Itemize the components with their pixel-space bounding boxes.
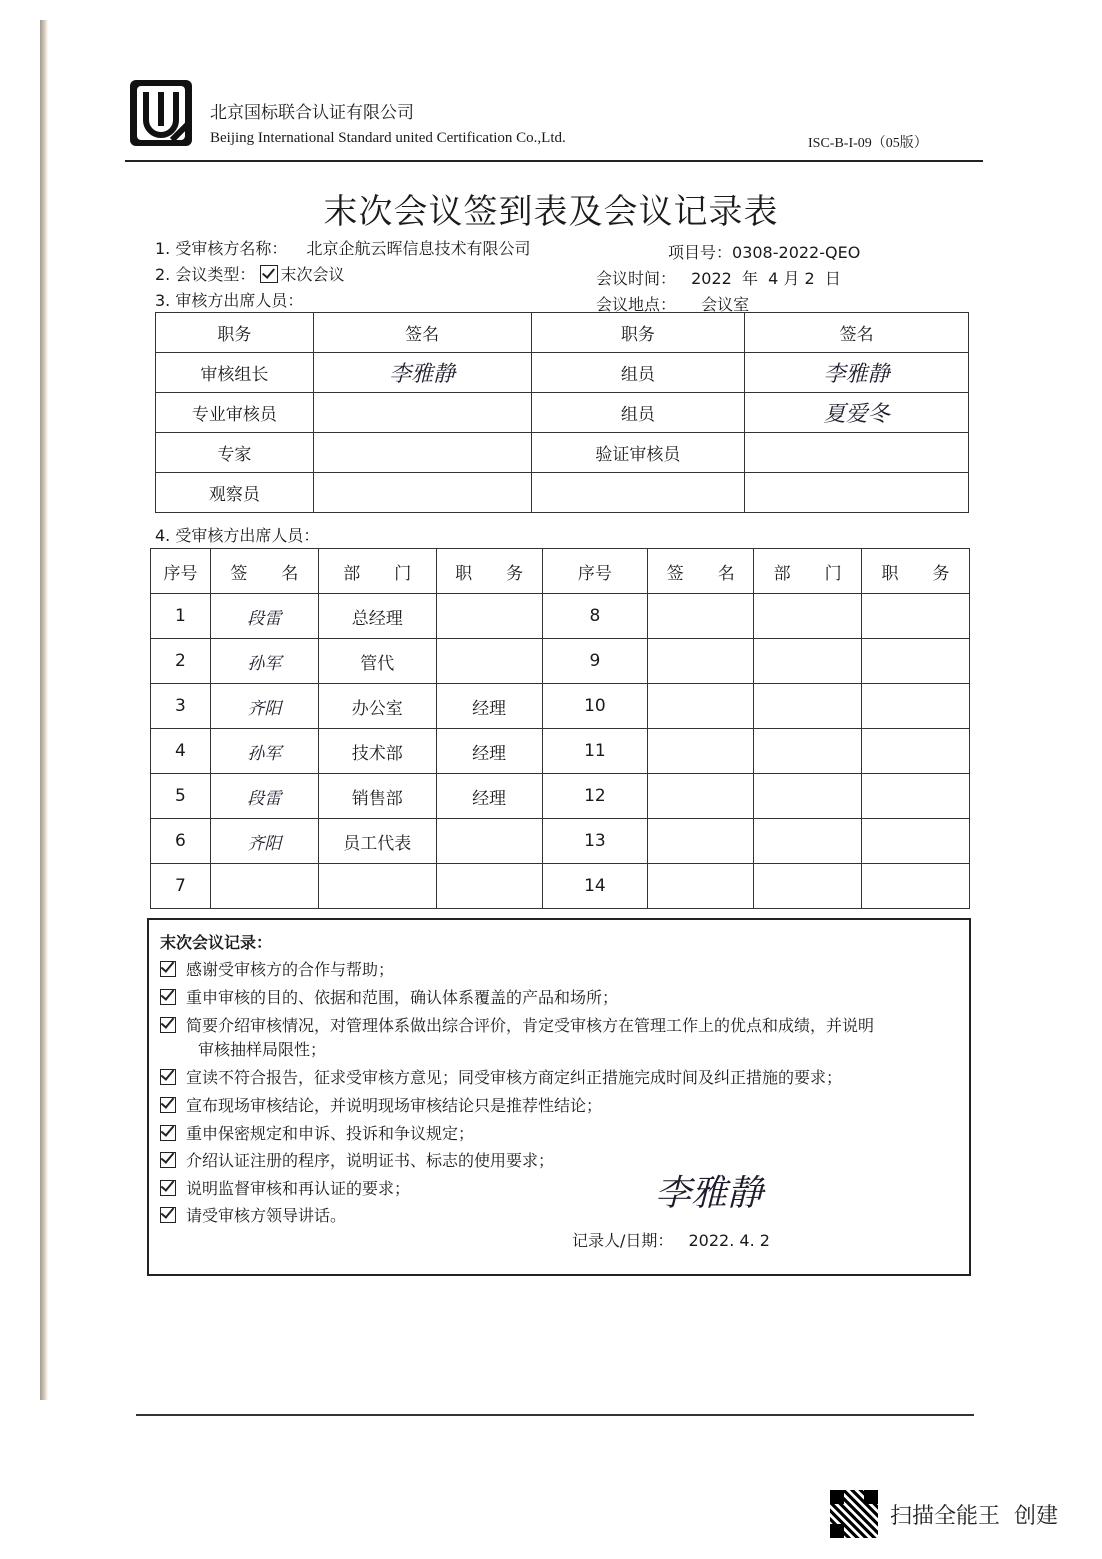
header-department: 部 门	[754, 549, 862, 594]
auditee-attendees-label: 4. 受审核方出席人员：	[155, 526, 320, 545]
signature-cell	[313, 433, 531, 473]
row-number: 6	[151, 819, 211, 864]
meeting-time-label: 会议时间：	[596, 269, 677, 288]
position-cell	[862, 774, 970, 819]
signature-cell	[313, 393, 531, 433]
header-signature: 签名	[745, 313, 969, 353]
row-number: 8	[542, 594, 648, 639]
row-number: 4	[151, 729, 211, 774]
position-cell: 经理	[436, 684, 542, 729]
table-row	[151, 819, 970, 864]
scanner-watermark	[828, 1488, 1058, 1540]
signature-cell: 段雷	[210, 594, 318, 639]
department-cell	[754, 729, 862, 774]
note-item	[160, 1148, 554, 1171]
footer-divider	[136, 1414, 974, 1416]
header-role: 职务	[531, 313, 745, 353]
signature-cell	[313, 473, 531, 513]
row-number: 2	[151, 639, 211, 684]
position-cell	[862, 684, 970, 729]
auditee-value: 北京企航云晖信息技术有限公司	[306, 239, 531, 258]
department-cell	[754, 864, 862, 909]
table-row	[151, 729, 970, 774]
checkbox-checked-icon	[160, 1180, 176, 1196]
checkbox-checked-icon	[160, 961, 176, 977]
header-position: 职 务	[436, 549, 542, 594]
signature-cell: 李雅静	[745, 353, 969, 393]
note-text: 说明监督审核和再认证的要求；	[186, 1179, 411, 1198]
note-text: 宣布现场审核结论，并说明现场审核结论只是推荐性结论；	[186, 1096, 603, 1115]
department-cell: 办公室	[318, 684, 436, 729]
row-number: 14	[542, 864, 648, 909]
position-cell: 经理	[436, 729, 542, 774]
note-text: 简要介绍审核情况，对管理体系做出综合评价，肯定受审核方在管理工作上的优点和成绩，并说明	[186, 1016, 875, 1035]
signature-cell	[745, 473, 969, 513]
row-number: 10	[542, 684, 648, 729]
table-row	[156, 393, 969, 433]
role-cell: 审核组长	[156, 353, 314, 393]
page-title: 末次会议签到表及会议记录表	[323, 192, 779, 232]
signature-cell	[648, 729, 754, 774]
signature-cell	[648, 639, 754, 684]
checkbox-checked-icon	[160, 1069, 176, 1085]
department-cell	[754, 774, 862, 819]
note-text: 请受审核方领导讲话。	[186, 1206, 347, 1225]
row-number: 3	[151, 684, 211, 729]
department-cell	[318, 864, 436, 909]
position-cell	[862, 639, 970, 684]
role-cell: 专业审核员	[156, 393, 314, 433]
watermark-text: 扫描全能王 创建	[890, 1503, 1058, 1529]
position-cell	[862, 864, 970, 909]
table-row	[151, 639, 970, 684]
auditee-name-row	[155, 236, 530, 259]
header-divider	[125, 160, 983, 162]
note-item	[160, 1065, 842, 1088]
project-number	[668, 240, 860, 263]
signature-cell: 孙军	[210, 729, 318, 774]
department-cell: 销售部	[318, 774, 436, 819]
note-text: 感谢受审核方的合作与帮助；	[186, 960, 395, 979]
meeting-type-row	[155, 262, 344, 285]
project-label: 项目号：	[668, 243, 733, 262]
table-row	[151, 594, 970, 639]
department-cell: 管代	[318, 639, 436, 684]
signature-cell	[745, 433, 969, 473]
company-name-en: Beijing International Standard united Certification Co.,Ltd.	[210, 130, 566, 146]
signature-cell: 齐阳	[210, 684, 318, 729]
note-item	[160, 1203, 346, 1226]
audit-team-table	[155, 312, 969, 513]
signature-cell: 孙军	[210, 639, 318, 684]
signature-cell	[648, 774, 754, 819]
table-row	[151, 774, 970, 819]
department-cell	[754, 594, 862, 639]
department-cell	[754, 639, 862, 684]
auditee-attendees-table	[150, 548, 970, 909]
table-row	[151, 684, 970, 729]
header-signature: 签 名	[648, 549, 754, 594]
header-no: 序号	[542, 549, 648, 594]
note-item-continuation: 审核抽样局限性；	[198, 1040, 327, 1059]
signature-cell	[648, 864, 754, 909]
department-cell: 总经理	[318, 594, 436, 639]
signature-cell	[210, 864, 318, 909]
meeting-type-value: 末次会议	[280, 265, 345, 284]
row-number: 5	[151, 774, 211, 819]
isc-logo-icon	[128, 78, 194, 148]
row-number: 12	[542, 774, 648, 819]
header-role: 职务	[156, 313, 314, 353]
row-number: 13	[542, 819, 648, 864]
signature-cell: 夏爱冬	[745, 393, 969, 433]
signature-cell: 李雅静	[313, 353, 531, 393]
header-position: 职 务	[862, 549, 970, 594]
department-cell: 员工代表	[318, 819, 436, 864]
note-text: 重申保密规定和申诉、投诉和争议规定；	[186, 1124, 475, 1143]
note-text: 重申审核的目的、依据和范围，确认体系覆盖的产品和场所；	[186, 988, 619, 1007]
note-text: 宣读不符合报告，征求受审核方意见；同受审核方商定纠正措施完成时间及纠正措施的要求；	[186, 1068, 843, 1087]
position-cell	[862, 594, 970, 639]
department-cell	[754, 684, 862, 729]
header-department: 部 门	[318, 549, 436, 594]
table-header-row	[156, 313, 969, 353]
table-row	[156, 473, 969, 513]
note-item	[160, 1121, 474, 1144]
note-item	[160, 985, 618, 1008]
position-cell: 经理	[436, 774, 542, 819]
header-signature: 签名	[313, 313, 531, 353]
signature-cell	[648, 594, 754, 639]
meeting-place-value: 会议室	[701, 295, 750, 314]
role-cell: 观察员	[156, 473, 314, 513]
company-name-cn: 北京国标联合认证有限公司	[210, 103, 414, 123]
role-cell: 专家	[156, 433, 314, 473]
position-cell	[436, 594, 542, 639]
role-cell: 验证审核员	[531, 433, 745, 473]
role-cell: 组员	[531, 393, 745, 433]
form-code: ISC-B-I-09（05版）	[808, 136, 928, 151]
position-cell	[862, 729, 970, 774]
row-number: 7	[151, 864, 211, 909]
recorder-label: 记录人/日期：	[572, 1231, 674, 1250]
role-cell	[531, 473, 745, 513]
note-item	[160, 1013, 874, 1036]
checkbox-checked-icon	[160, 1017, 176, 1033]
note-text: 介绍认证注册的程序，说明证书、标志的使用要求；	[186, 1151, 555, 1170]
position-cell	[436, 639, 542, 684]
meeting-place-label: 会议地点：	[596, 295, 677, 314]
checkbox-checked-icon	[160, 1097, 176, 1113]
note-item	[160, 957, 394, 980]
row-number: 9	[542, 639, 648, 684]
meeting-time-row	[596, 266, 841, 289]
checkbox-checked-icon	[160, 989, 176, 1005]
checkbox-checked-icon	[160, 1125, 176, 1141]
table-row	[151, 864, 970, 909]
note-item	[160, 1093, 602, 1116]
checkbox-checked-icon	[160, 1207, 176, 1223]
role-cell: 组员	[531, 353, 745, 393]
auditee-label: 1. 受审核方名称：	[155, 239, 288, 258]
table-row	[156, 353, 969, 393]
department-cell	[754, 819, 862, 864]
note-item	[160, 1176, 410, 1199]
meeting-notes-title: 末次会议记录：	[160, 933, 273, 952]
meeting-time-value: 2022 年 4 月 2 日	[691, 269, 841, 288]
meeting-type-label: 2. 会议类型：	[155, 265, 256, 284]
signature-cell	[648, 684, 754, 729]
checkbox-checked-icon	[160, 1152, 176, 1168]
signature-cell	[648, 819, 754, 864]
row-number: 11	[542, 729, 648, 774]
project-value: 0308-2022-QEO	[732, 243, 861, 262]
auditor-attendees-label: 3. 审核方出席人员：	[155, 291, 304, 310]
table-header-row	[151, 549, 970, 594]
header-no: 序号	[151, 549, 211, 594]
signature-cell: 齐阳	[210, 819, 318, 864]
qr-code-icon	[828, 1488, 880, 1540]
recorder-date: 2022. 4. 2	[688, 1231, 770, 1250]
signature-cell: 段雷	[210, 774, 318, 819]
department-cell: 技术部	[318, 729, 436, 774]
header-signature: 签 名	[210, 549, 318, 594]
position-cell	[862, 819, 970, 864]
position-cell	[436, 819, 542, 864]
row-number: 1	[151, 594, 211, 639]
recorder-signature: 李雅静	[655, 1173, 764, 1214]
checkbox-checked-icon	[260, 265, 278, 283]
position-cell	[436, 864, 542, 909]
table-row	[156, 433, 969, 473]
recorder-row	[572, 1228, 770, 1251]
